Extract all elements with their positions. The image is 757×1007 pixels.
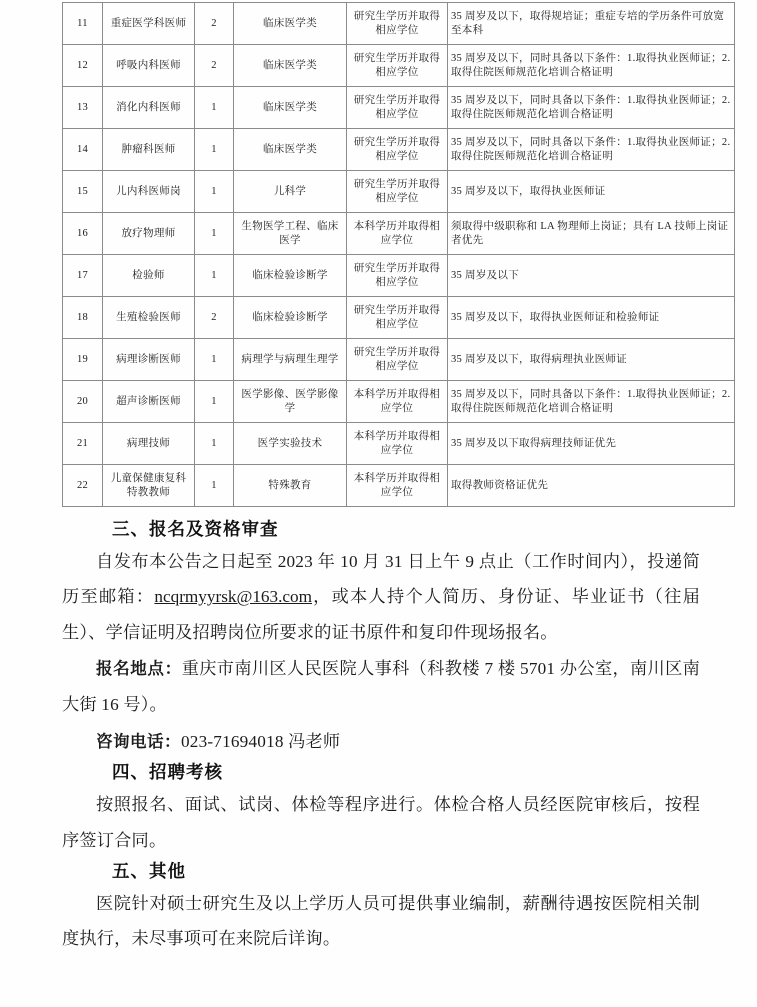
row-number: 17 [63, 255, 103, 297]
row-requirement: 35 周岁及以下 [448, 255, 735, 297]
row-degree: 研究生学历并取得相应学位 [347, 339, 448, 381]
row-requirement: 35 周岁及以下，取得执业医师证和检验师证 [448, 297, 735, 339]
recruitment-table-body [63, 3, 735, 507]
contact-phone-paragraph [62, 724, 700, 760]
row-number: 20 [63, 381, 103, 423]
row-post: 生殖检验医师 [103, 297, 195, 339]
table-row [63, 171, 735, 213]
row-major: 临床检验诊断学 [234, 255, 347, 297]
row-degree: 研究生学历并取得相应学位 [347, 297, 448, 339]
section-heading-5: 五、其他 [112, 861, 186, 882]
table-row [63, 465, 735, 507]
row-count: 2 [195, 3, 234, 45]
row-major: 医学影像、医学影像学 [234, 381, 347, 423]
row-post: 消化内科医师 [103, 87, 195, 129]
row-count: 2 [195, 45, 234, 87]
row-major: 医学实验技术 [234, 423, 347, 465]
row-post: 病理技师 [103, 423, 195, 465]
row-count: 1 [195, 423, 234, 465]
row-requirement: 35 周岁及以下，同时具备以下条件：1.取得执业医师证；2.取得住院医师规范化培训合格证明 [448, 381, 735, 423]
section3-para1-part2: ，或本人持个人简历、身份证、毕业证书（往届生）、学信证明及招聘岗位所要求的证书原件和复印件现场报名。 [62, 587, 700, 642]
registration-location-value: 重庆市南川区人民医院人事科（科教楼 7 楼 5701 办公室，南川区南大街 16 号）。 [62, 659, 700, 715]
row-degree: 研究生学历并取得相应学位 [347, 3, 448, 45]
row-post: 儿童保健康复科特教教师 [103, 465, 195, 507]
row-degree: 研究生学历并取得相应学位 [347, 129, 448, 171]
row-post: 肿瘤科医师 [103, 129, 195, 171]
row-post: 呼吸内科医师 [103, 45, 195, 87]
recruitment-table-container [62, 2, 731, 507]
row-post: 检验师 [103, 255, 195, 297]
row-number: 22 [63, 465, 103, 507]
row-degree: 研究生学历并取得相应学位 [347, 171, 448, 213]
row-degree: 研究生学历并取得相应学位 [347, 87, 448, 129]
table-row [63, 255, 735, 297]
row-major: 临床检验诊断学 [234, 297, 347, 339]
section3-paragraph-1 [62, 544, 700, 651]
row-number: 14 [63, 129, 103, 171]
row-degree: 本科学历并取得相应学位 [347, 213, 448, 255]
section-heading-4: 四、招聘考核 [112, 762, 223, 783]
row-count: 1 [195, 339, 234, 381]
row-count: 1 [195, 381, 234, 423]
row-count: 1 [195, 213, 234, 255]
row-count: 1 [195, 171, 234, 213]
row-requirement: 35 周岁及以下，同时具备以下条件：1.取得执业医师证；2.取得住院医师规范化培训合格证明 [448, 87, 735, 129]
row-requirement: 取得教师资格证优先 [448, 465, 735, 507]
row-degree: 本科学历并取得相应学位 [347, 423, 448, 465]
row-post: 病理诊断医师 [103, 339, 195, 381]
row-degree: 研究生学历并取得相应学位 [347, 255, 448, 297]
table-row [63, 381, 735, 423]
table-row [63, 423, 735, 465]
table-row [63, 297, 735, 339]
contact-phone-value: 023-71694018 冯老师 [181, 731, 341, 751]
table-row [63, 129, 735, 171]
row-requirement: 35 周岁及以下取得病理技师证优先 [448, 423, 735, 465]
row-major: 特殊教育 [234, 465, 347, 507]
row-number: 15 [63, 171, 103, 213]
row-major: 临床医学类 [234, 45, 347, 87]
registration-location-label: 报名地点： [96, 660, 182, 679]
row-count: 1 [195, 129, 234, 171]
row-post: 放疗物理师 [103, 213, 195, 255]
row-post: 儿内科医师岗 [103, 171, 195, 213]
section4-paragraph: 按照报名、面试、试岗、体检等程序进行。体检合格人员经医院审核后，按程序签订合同。 [62, 794, 700, 850]
table-row [63, 339, 735, 381]
row-degree: 本科学历并取得相应学位 [347, 381, 448, 423]
row-number: 13 [63, 87, 103, 129]
row-major: 病理学与病理生理学 [234, 339, 347, 381]
table-row [63, 87, 735, 129]
section3-para1-part1: 自发布本公告之日起至 2023 年 10 月 31 日上午 9 点止（工作时间内），投递简历至邮箱： [62, 551, 700, 607]
section-heading-3: 三、报名及资格审查 [112, 519, 279, 539]
row-number: 18 [63, 297, 103, 339]
registration-location-paragraph [62, 651, 700, 722]
table-row [63, 3, 735, 45]
row-major: 临床医学类 [234, 3, 347, 45]
row-requirement: 35 周岁及以下，取得规培证；重症专培的学历条件可放宽至本科 [448, 3, 735, 45]
row-number: 16 [63, 213, 103, 255]
row-number: 12 [63, 45, 103, 87]
row-requirement: 须取得中级职称和 LA 物理师上岗证；具有 LA 技师上岗证者优先 [448, 213, 735, 255]
row-number: 19 [63, 339, 103, 381]
row-count: 2 [195, 297, 234, 339]
row-count: 1 [195, 87, 234, 129]
row-major: 临床医学类 [234, 87, 347, 129]
row-major: 儿科学 [234, 171, 347, 213]
section5-paragraph: 医院针对硕士研究生及以上学历人员可提供事业编制，薪酬待遇按医院相关制度执行，未尽事项可在来院后详询。 [62, 893, 700, 949]
row-major: 生物医学工程、临床医学 [234, 213, 347, 255]
recruitment-table [62, 2, 735, 507]
row-count: 1 [195, 465, 234, 507]
application-email-link[interactable]: ncqrmyyrsk@163.com [154, 587, 312, 607]
row-major: 临床医学类 [234, 129, 347, 171]
document-body [62, 516, 700, 957]
row-requirement: 35 周岁及以下，同时具备以下条件：1.取得执业医师证；2.取得住院医师规范化培训合格证明 [448, 129, 735, 171]
table-row [63, 45, 735, 87]
row-post: 重症医学科医师 [103, 3, 195, 45]
row-post: 超声诊断医师 [103, 381, 195, 423]
row-count: 1 [195, 255, 234, 297]
table-row [63, 213, 735, 255]
row-number: 11 [63, 3, 103, 45]
row-requirement: 35 周岁及以下，取得病理执业医师证 [448, 339, 735, 381]
row-degree: 本科学历并取得相应学位 [347, 465, 448, 507]
row-requirement: 35 周岁及以下，同时具备以下条件：1.取得执业医师证；2.取得住院医师规范化培训合格证明 [448, 45, 735, 87]
contact-phone-label: 咨询电话： [96, 732, 181, 751]
row-degree: 研究生学历并取得相应学位 [347, 45, 448, 87]
row-requirement: 35 周岁及以下，取得执业医师证 [448, 171, 735, 213]
row-number: 21 [63, 423, 103, 465]
